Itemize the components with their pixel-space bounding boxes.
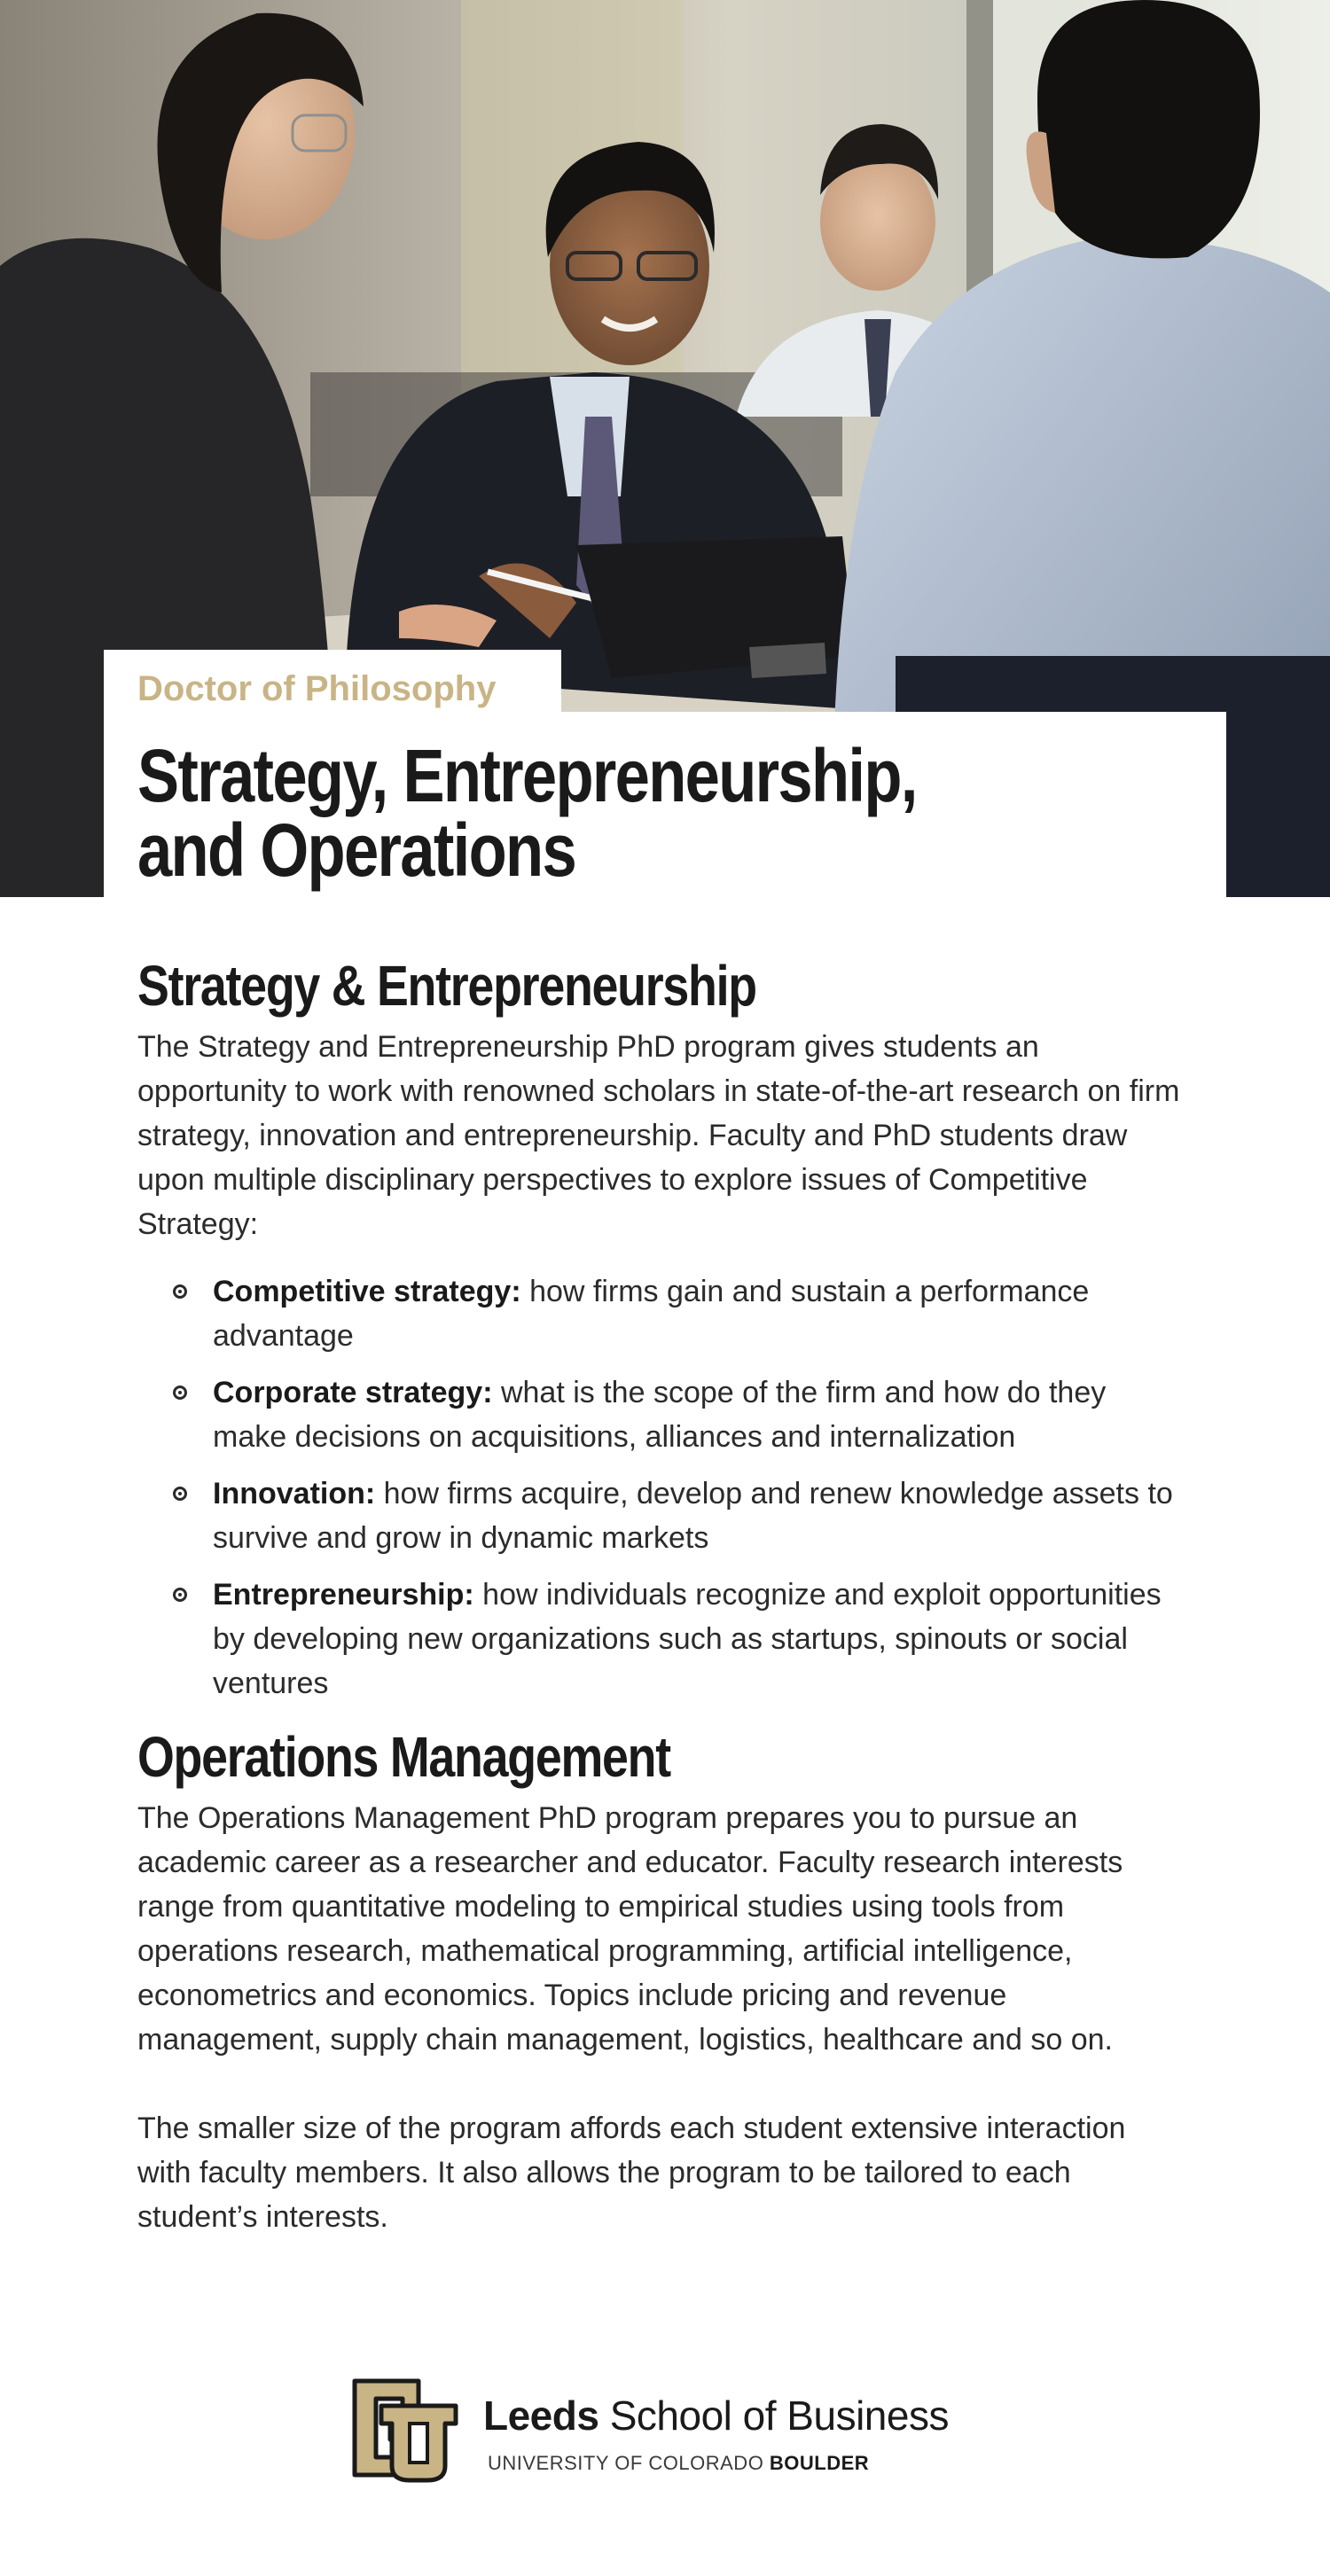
program-subtitle: Doctor of Philosophy xyxy=(104,650,561,712)
topic-term: Innovation: xyxy=(213,1477,376,1510)
strategy-topic-list xyxy=(137,1269,1184,1706)
list-item xyxy=(213,1573,1184,1706)
topic-description: how individuals recognize and exploit opportunities by developing new organizations such as startups, spinouts or social ventures xyxy=(213,1578,1162,1700)
bullet-icon xyxy=(173,1588,187,1602)
list-item xyxy=(213,1370,1184,1459)
topic-description: how firms acquire, develop and renew knowledge assets to survive and grow in dynamic markets xyxy=(213,1477,1173,1555)
bullet-icon xyxy=(173,1386,187,1400)
topic-description: what is the scope of the firm and how do they make decisions on acquisitions, alliances and internalization xyxy=(213,1376,1107,1454)
page-title-line-2: and Operations xyxy=(137,808,576,892)
leeds-logo xyxy=(346,2370,1002,2486)
operations-paragraph-1: The Operations Management PhD program prepares you to pursue an academic career as a researcher and educator. Faculty research interests range from quantitative modeling to empirical studies using tools from operations research, mathematical programming, artificial intelligence, econometrics and economics. Topics include pricing and revenue management, supply chain management, logistics, healthcare and so on. xyxy=(137,1801,1123,2057)
topic-term: Corporate strategy: xyxy=(213,1376,493,1409)
bullet-icon xyxy=(173,1284,187,1299)
logo-wordmark: Leeds School of Business xyxy=(483,2393,949,2439)
main-content xyxy=(137,947,1184,2239)
page-title-line-1: Strategy, Entrepreneurship, xyxy=(137,734,917,817)
topic-description: how firms gain and sustain a performance advantage xyxy=(213,1275,1090,1353)
title-box xyxy=(104,712,1226,897)
operations-heading: Operations Management xyxy=(137,1725,670,1789)
operations-section xyxy=(137,1718,1184,2239)
topic-term: Entrepreneurship: xyxy=(213,1578,474,1612)
list-item xyxy=(213,1471,1184,1560)
logo-university-line: UNIVERSITY OF COLORADO BOULDER xyxy=(488,2452,870,2474)
page-title xyxy=(137,734,1106,892)
list-item xyxy=(213,1269,1184,1358)
strategy-section xyxy=(137,947,1184,1706)
strategy-heading: Strategy & Entrepreneurship xyxy=(137,954,756,1018)
bullet-icon xyxy=(173,1487,187,1501)
cu-monogram-icon xyxy=(346,2370,461,2486)
strategy-intro: The Strategy and Entrepreneurship PhD program gives students an opportunity to work with renowned scholars in state-of-the-art research on firm strategy, innovation and entrepreneurship. Faculty and PhD students draw upon multiple disciplinary perspectives to explore issues of Competitive Strategy: xyxy=(137,1030,1180,1241)
topic-term: Competitive strategy: xyxy=(213,1275,521,1308)
operations-paragraph-2: The smaller size of the program affords each student extensive interaction with faculty members. It also allows the program to be tailored to each student’s interests. xyxy=(137,2112,1126,2234)
